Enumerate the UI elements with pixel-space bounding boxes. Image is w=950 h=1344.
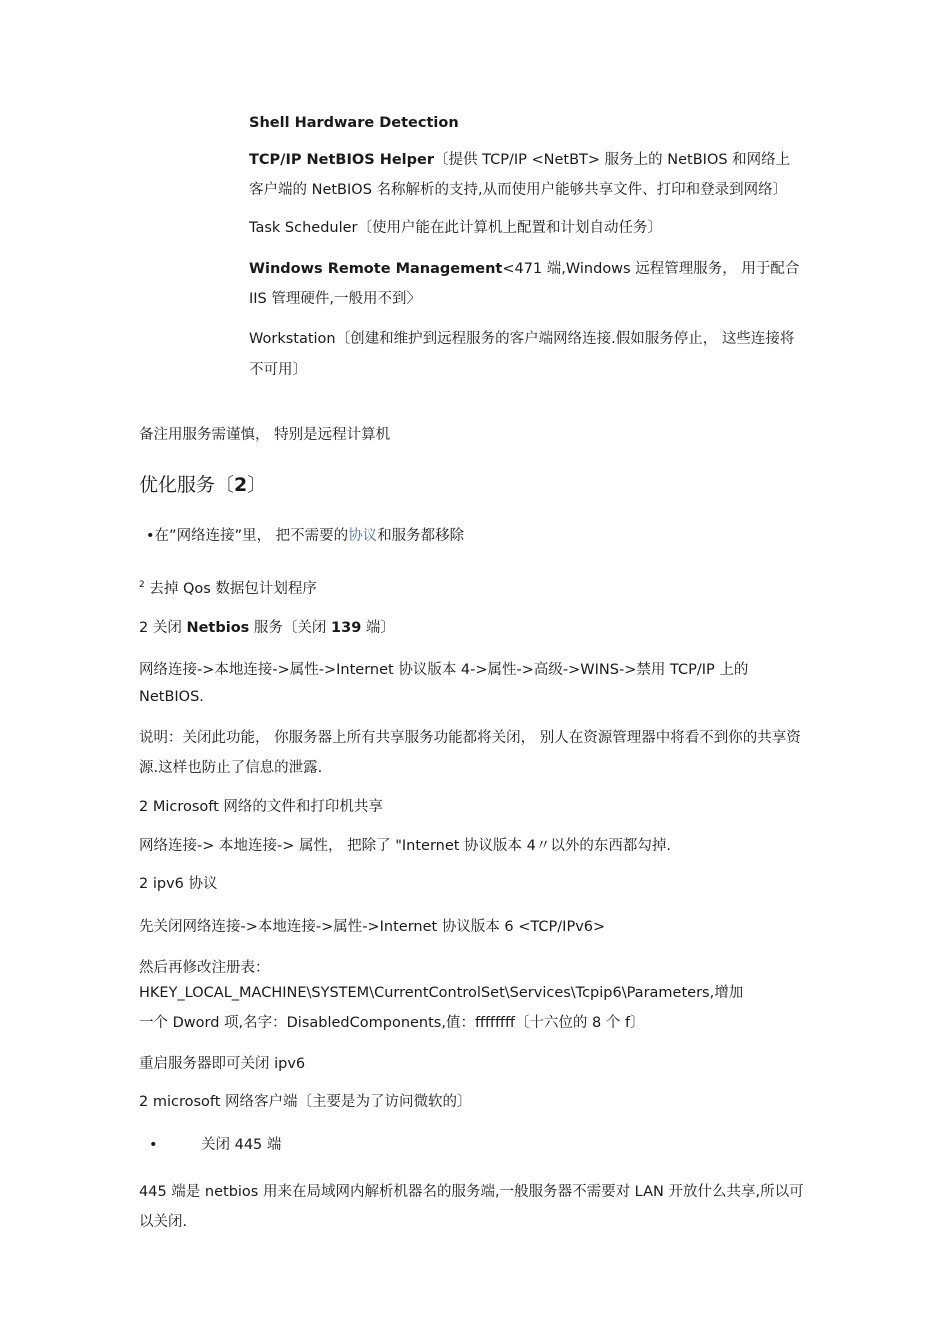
path-file-share: 网络连接-> 本地连接-> 属性， 把除了 "Internet 协议版本 4〃以外的东西都勾掉. [139, 838, 671, 854]
port-445-desc-2: 以关闭. [139, 1214, 188, 1230]
bullet-remove-protocols-pre: •在”网络连接”里， 把不需要的 [146, 528, 349, 544]
service-netbios-helper [249, 145, 790, 175]
item-remove-qos [139, 570, 317, 604]
service-winrm-desc-2: IIS 管理硬件,一般用不到〉 [249, 291, 421, 307]
service-netbios-desc-1: 〔提供 TCP/IP <NetBT> 服务上的 NetBIOS 和网络上 [434, 152, 791, 168]
protocol-link[interactable]: 协议 [348, 528, 378, 544]
bullet-close-445-marker: • [149, 1137, 158, 1153]
item-netbios-mid: 服务〔关闭 [249, 620, 332, 636]
path-netbios-1: 网络连接->本地连接->属性->Internet 协议版本 4->属性->高级->WINS->禁用 TCP/IP 上的 [139, 662, 749, 678]
section-title-suffix: 〕 [247, 474, 267, 496]
item-netbios-bold: Netbios [186, 620, 250, 636]
bullet-remove-protocols [146, 521, 464, 551]
item-ipv6: 2 ipv6 协议 [139, 876, 218, 892]
service-shell-hardware: Shell Hardware Detection [249, 115, 459, 131]
item-netbios-port: 139 [331, 620, 362, 636]
section-title [139, 470, 266, 500]
item-close-netbios [139, 613, 395, 643]
bullet-remove-protocols-post: 和服务都移除 [377, 528, 465, 544]
item-netbios-post: 端〕 [361, 620, 395, 636]
port-445-desc-1: 445 端是 netbios 用来在局域网内解析机器名的服务端,一般服务器不需要对 LAN 开放什么共享,所以可 [139, 1184, 804, 1200]
section-title-prefix: 优化服务〔 [139, 474, 235, 496]
service-workstation-2: 不可用〕 [249, 362, 307, 378]
item-netbios-pre: 2 关闭 [139, 620, 187, 636]
item-ms-file-share: 2 Microsoft 网络的文件和打印机共享 [139, 799, 383, 815]
description-1: 说明：关闭此功能， 你服务器上所有共享服务功能都将关闭， 别人在资源管理器中将看不到你的共享资 [139, 730, 801, 746]
registry-2: HKEY_LOCAL_MACHINE\SYSTEM\CurrentControlSet\Services\Tcpip6\Parameters,增加 [139, 985, 744, 1001]
service-winrm-name: Windows Remote Management [249, 261, 503, 277]
service-netbios-name: TCP/IP NetBIOS Helper [249, 152, 434, 168]
service-workstation-1: Workstation〔创建和维护到远程服务的客户端网络连接.假如服务停止， 这些连接将 [249, 331, 795, 347]
description-2: 源.这样也防止了信息的泄露. [139, 760, 323, 776]
item-qos-marker: 2 [139, 580, 145, 590]
path-netbios-2: NetBIOS. [139, 689, 204, 705]
section-title-number: 2 [234, 474, 248, 496]
registry-3: 一个 Dword 项,名字：DisabledComponents,值：ffffffff〔十六位的 8 个 f〕 [139, 1015, 645, 1031]
registry-1: 然后再修改注册表： [139, 960, 270, 976]
item-qos-text: 去掉 Qos 数据包计划程序 [144, 580, 317, 597]
item-ms-client: 2 microsoft 网络客户端〔主要是为了访问微软的〕 [139, 1094, 472, 1110]
service-netbios-desc-2: 客户端的 NetBIOS 名称解析的支持,从而使用户能够共享文件、打印和登录到网络〕 [249, 182, 788, 198]
restart-note: 重启服务器即可关闭 ipv6 [139, 1056, 306, 1072]
bullet-close-445: 关闭 445 端 [201, 1137, 282, 1153]
path-ipv6: 先关闭网络连接->本地连接->属性->Internet 协议版本 6 <TCP/IPv6> [139, 919, 606, 935]
note-caution: 备注用服务需谨慎， 特别是远程计算机 [139, 427, 391, 443]
service-winrm [249, 254, 799, 284]
service-task-scheduler: Task Scheduler〔使用户能在此计算机上配置和计划自动任务〕 [249, 220, 662, 236]
service-winrm-desc-1: <471 端,Windows 远程管理服务， 用于配合 [502, 261, 800, 277]
